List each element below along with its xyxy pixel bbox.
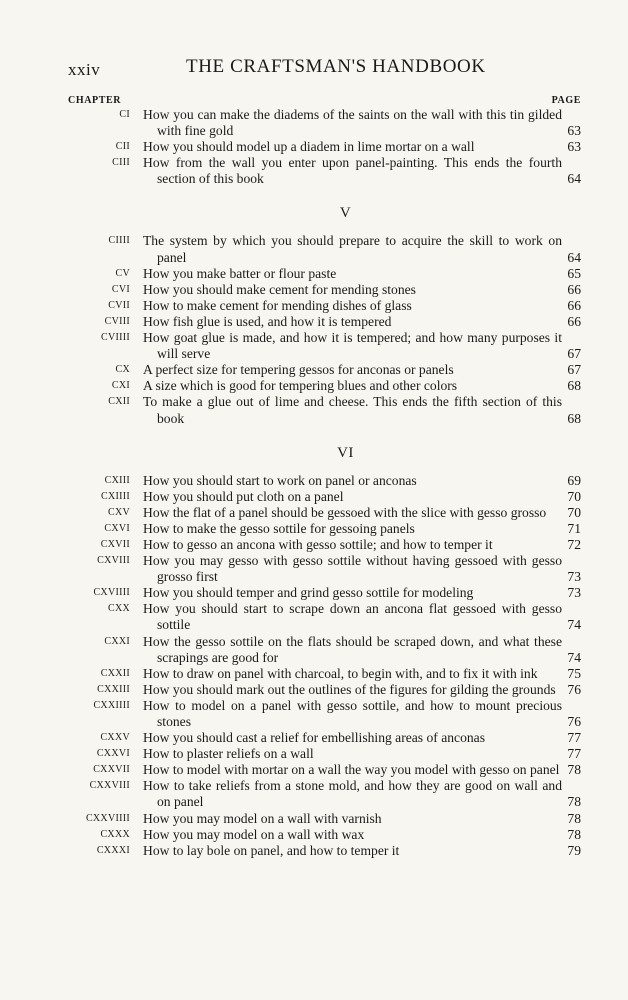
chapter-number: CIII [112,157,130,169]
chapter-title: How to model on a panel with gesso sottile, and how to mount precious stones [143,697,562,729]
toc-entry [0,521,628,537]
chapter-title: How to take reliefs from a stone mold, and how they are good on wall and on panel [143,778,562,810]
toc-entry [0,394,628,426]
chapter-title: How you may model on a wall with wax [143,826,365,842]
page-reference: 70 [567,488,581,504]
page-reference: 79 [567,842,581,858]
toc-entry [0,266,628,282]
table-of-contents [0,107,628,859]
toc-entry [0,107,628,139]
page-reference: 64 [567,171,581,187]
page-reference: 78 [567,810,581,826]
toc-entry [0,843,628,859]
chapter-number: CXXXI [96,844,130,856]
chapter-number: CXXIII [97,683,130,695]
toc-entry [0,601,628,633]
chapter-title: How the gesso sottile on the flats should be scraped down, and what these scrapings are good for [143,633,562,665]
toc-entry [0,682,628,698]
toc-entry [0,553,628,585]
toc-entry [0,537,628,553]
chapter-title: How to make the gesso sottile for gessoing panels [143,520,415,536]
page-reference: 69 [567,472,581,488]
toc-entry [0,314,628,330]
toc-entry [0,827,628,843]
chapter-number: CXXIIII [93,699,130,711]
chapter-number: CVIII [104,315,130,327]
chapter-title: How you should mark out the outlines of the figures for gilding the grounds [143,681,556,697]
chapter-number: CXVI [104,522,130,534]
page-reference: 63 [567,139,581,155]
chapter-number: CXII [108,396,130,408]
page-reference: 65 [567,265,581,281]
chapter-number: CXIIII [100,490,130,502]
page-reference: 73 [567,569,581,585]
page-reference: 78 [567,762,581,778]
chapter-number: CXXVIII [89,780,130,792]
chapter-title: How you should start to scrape down an ancona flat gessoed with gesso sottile [143,601,562,633]
chapter-title: The system by which you should prepare to acquire the skill to work on panel [143,233,562,265]
toc-entry [0,489,628,505]
toc-entry [0,330,628,362]
chapter-number: CIIII [108,235,130,247]
chapter-title: How you should put cloth on a panel [143,488,344,504]
book-title: THE CRAFTSMAN'S HANDBOOK [186,56,486,77]
chapter-number: CI [119,109,130,120]
toc-entry [0,666,628,682]
chapter-title: How you may gesso with gesso sottile without having gessoed with gesso grosso first [143,553,562,585]
chapter-number: CXVIII [97,555,130,567]
page-reference: 66 [567,297,581,313]
chapter-number: CXXVI [96,748,130,760]
toc-entry [0,362,628,378]
page-reference: 68 [567,410,581,426]
page-reference: 67 [567,362,581,378]
toc-entry [0,298,628,314]
page-reference: 68 [567,378,581,394]
page-reference: 72 [567,536,581,552]
chapter-number: CVI [111,283,130,295]
chapter-number: CVIIII [100,332,130,344]
page-reference: 66 [567,313,581,329]
chapter-title: How to make cement for mending dishes of glass [143,297,412,313]
page-reference: 66 [567,281,581,297]
chapter-title: How you can make the diadems of the saints on the wall with this tin gilded with fine gold [143,107,562,139]
page-reference: 67 [567,346,581,362]
toc-entry [0,762,628,778]
page-reference: 73 [567,585,581,601]
toc-entry [0,585,628,601]
chapter-title: How you may model on a wall with varnish [143,810,382,826]
chapter-number: CII [115,141,130,153]
page-column-header: PAGE [551,95,581,106]
toc-entry [0,282,628,298]
chapter-title: How to model with mortar on a wall the way you model with gesso on panel [143,762,560,778]
chapter-number: CVII [108,299,130,311]
chapter-title: How you should start to work on panel or anconas [143,472,417,488]
page-reference: 64 [567,249,581,265]
chapter-column-header: CHAPTER [68,95,122,106]
chapter-number: CXX [107,603,130,615]
chapter-number: CXVIIII [93,587,130,599]
page-reference: 74 [567,617,581,633]
toc-entry [0,778,628,810]
page-reference: 78 [567,826,581,842]
toc-entry [0,634,628,666]
page-reference: 71 [567,520,581,536]
chapter-title: To make a glue out of lime and cheese. This ends the fifth section of this book [143,394,562,426]
chapter-number: CX [115,364,130,376]
chapter-number: CXXII [100,667,130,679]
chapter-number: CXXVII [93,764,130,776]
page-reference: 70 [567,504,581,520]
page-reference: 77 [567,746,581,762]
chapter-title: How the flat of a panel should be gessoed with the slice with gesso grosso [143,504,547,520]
page-reference: 77 [567,730,581,746]
toc-entry [0,473,628,489]
chapter-title: How you should make cement for mending stones [143,281,416,297]
toc-entry [0,139,628,155]
page-reference: 78 [567,794,581,810]
toc-entry [0,698,628,730]
toc-entry [0,155,628,187]
page-reference: 74 [567,649,581,665]
chapter-title: How you make batter or flour paste [143,265,337,281]
toc-entry [0,378,628,394]
toc-entry [0,233,628,265]
chapter-number: CXIII [104,474,130,486]
toc-entry [0,746,628,762]
page-reference: 76 [567,681,581,697]
chapter-title: How to gesso an ancona with gesso sottile; and how to temper it [143,536,493,552]
chapter-title: A perfect size for tempering gessos for anconas or panels [143,362,454,378]
chapter-title: How goat glue is made, and how it is tempered; and how many purposes it will serve [143,330,562,362]
chapter-number: CXVII [100,538,130,550]
chapter-title: How from the wall you enter upon panel-painting. This ends the fourth section of this book [143,155,562,187]
chapter-title: How fish glue is used, and how it is tempered [143,313,392,329]
toc-entry [0,505,628,521]
chapter-number: CXXV [100,732,130,744]
chapter-title: How to draw on panel with charcoal, to begin with, and to fix it with ink [143,665,538,681]
section-heading: V [339,205,352,222]
chapter-number: CXXVIIII [85,812,130,824]
page-number: xxiv [68,60,101,79]
section-heading: VI [337,444,354,461]
running-head [68,56,578,82]
toc-entry [0,730,628,746]
chapter-number: CXV [107,506,130,518]
chapter-title: How to plaster reliefs on a wall [143,746,314,762]
chapter-title: How to lay bole on panel, and how to temper it [143,842,400,858]
page-reference: 63 [567,123,581,139]
page-reference: 76 [567,714,581,729]
chapter-number: CXI [111,380,130,392]
chapter-title: How you should model up a diadem in lime mortar on a wall [143,139,475,155]
chapter-title: How you should temper and grind gesso sottile for modeling [143,585,474,601]
chapter-title: A size which is good for tempering blues and other colors [143,378,458,394]
page-reference: 75 [567,665,581,681]
chapter-number: CXXX [100,828,130,840]
toc-entry [0,811,628,827]
chapter-number: CV [115,267,130,279]
chapter-number: CXXI [104,635,130,647]
chapter-title: How you should cast a relief for embellishing areas of anconas [143,730,486,746]
